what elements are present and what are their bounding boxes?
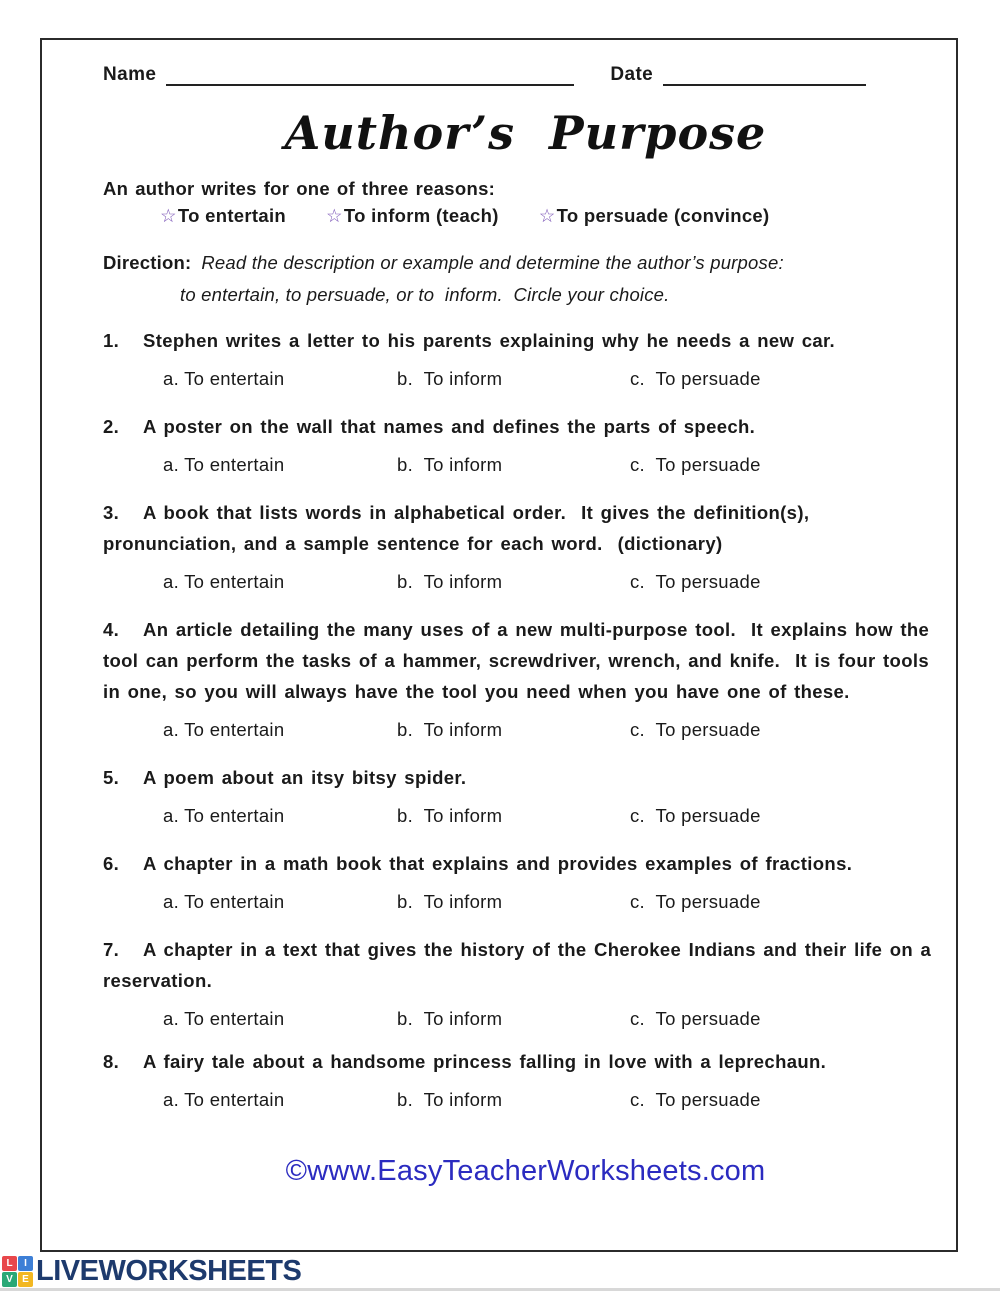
reason-inform [326,205,499,227]
options-row [163,805,948,827]
option-a[interactable]: a. To entertain [163,891,285,912]
question-3 [103,497,948,593]
question-number: 7. [103,939,120,960]
liveworksheets-wordmark: LIVEWORKSHEETS [36,1255,302,1287]
option-c[interactable]: c. To persuade [630,1089,761,1110]
question-number: 3. [103,502,120,523]
intro-text: An author writes for one of three reasons: [103,178,496,199]
logo-tile-l: L [2,1256,17,1271]
reason-label: To entertain [177,205,286,226]
question-body: Stephen writes a letter to his parents explaining why he needs a new car. [143,330,836,351]
reason-label: To inform (teach) [343,205,499,226]
option-a[interactable]: a. To entertain [163,1089,285,1110]
options-row [163,719,948,741]
date-blank-field[interactable] [663,64,866,86]
worksheet-page [40,38,958,1252]
options-row [163,1008,948,1030]
question-6 [103,848,948,913]
star-icon: ☆ [326,205,343,226]
date-label: Date [610,64,654,85]
question-text [103,762,948,793]
option-b[interactable]: b. To inform [397,719,503,740]
question-number: 6. [103,853,120,874]
option-c[interactable]: c. To persuade [630,1008,761,1029]
option-c[interactable]: c. To persuade [630,571,761,592]
option-c[interactable]: c. To persuade [630,368,761,389]
option-c[interactable]: c. To persuade [630,454,761,475]
options-row [163,454,948,476]
option-b[interactable]: b. To inform [397,891,503,912]
question-7 [103,934,948,1030]
question-body: A poem about an itsy bitsy spider. [143,767,467,788]
worksheet-title: Author’s Purpose [284,106,767,160]
name-label: Name [103,64,157,85]
option-a[interactable]: a. To entertain [163,1008,285,1029]
reason-entertain [160,205,286,227]
copyright-footer: ©www.EasyTeacherWorksheets.com [285,1155,766,1187]
option-a[interactable]: a. To entertain [163,571,285,592]
question-number: 5. [103,767,120,788]
question-text [103,1046,948,1077]
question-text [103,848,948,879]
name-blank-field[interactable] [166,64,574,86]
directions-block [103,247,948,311]
reasons-row [160,205,948,227]
option-b[interactable]: b. To inform [397,454,503,475]
question-2 [103,411,948,476]
question-text [103,497,948,559]
question-5 [103,762,948,827]
option-c[interactable]: c. To persuade [630,805,761,826]
options-row [163,571,948,593]
option-c[interactable]: c. To persuade [630,891,761,912]
question-body: A fairy tale about a handsome princess falling in love with a leprechaun. [143,1051,827,1072]
option-c[interactable]: c. To persuade [630,719,761,740]
question-1 [103,325,948,390]
question-number: 2. [103,416,120,437]
question-body: An article detailing the many uses of a new multi-purpose tool. It explains how the tool can perform the tasks of a hammer, screwdriver, wrench, and knife. It is four tools in one, so you will always have the tool you need when you have one of these. [103,619,937,702]
options-row [163,368,948,390]
star-icon: ☆ [160,205,177,226]
option-b[interactable]: b. To inform [397,1089,503,1110]
liveworksheets-grid-icon [2,1256,33,1287]
liveworksheets-logo[interactable] [2,1255,301,1288]
option-a[interactable]: a. To entertain [163,368,285,389]
option-a[interactable]: a. To entertain [163,719,285,740]
question-number: 1. [103,330,120,351]
question-body: A book that lists words in alphabetical order. It gives the definition(s), pronunciation, and a sample sentence for each word. (dictionary) [103,502,817,554]
question-text [103,325,948,356]
question-text [103,934,948,996]
option-b[interactable]: b. To inform [397,805,503,826]
logo-tile-v: V [2,1272,17,1287]
direction-label: Direction: [103,252,192,273]
options-row [163,1089,948,1111]
question-body: A poster on the wall that names and defines the parts of speech. [143,416,756,437]
question-number: 8. [103,1051,120,1072]
option-b[interactable]: b. To inform [397,571,503,592]
question-8 [103,1046,948,1111]
question-body: A chapter in a math book that explains and provides examples of fractions. [143,853,853,874]
direction-text-line2: to entertain, to persuade, or to inform. Circle your choice. [180,284,670,305]
question-body: A chapter in a text that gives the history of the Cherokee Indians and their life on a reservation. [103,939,939,991]
logo-tile-i: I [18,1256,33,1271]
reason-persuade [539,205,770,227]
logo-tile-e: E [18,1272,33,1287]
star-icon: ☆ [538,205,556,226]
question-4 [103,614,948,741]
option-b[interactable]: b. To inform [397,368,503,389]
option-a[interactable]: a. To entertain [163,454,285,475]
reason-label: To persuade (convince) [556,205,770,226]
name-date-row [103,64,948,86]
option-b[interactable]: b. To inform [397,1008,503,1029]
option-a[interactable]: a. To entertain [163,805,285,826]
options-row [163,891,948,913]
question-text [103,614,948,707]
question-text [103,411,948,442]
direction-text: Read the description or example and determine the author’s purpose: [201,252,784,273]
question-number: 4. [103,619,120,640]
